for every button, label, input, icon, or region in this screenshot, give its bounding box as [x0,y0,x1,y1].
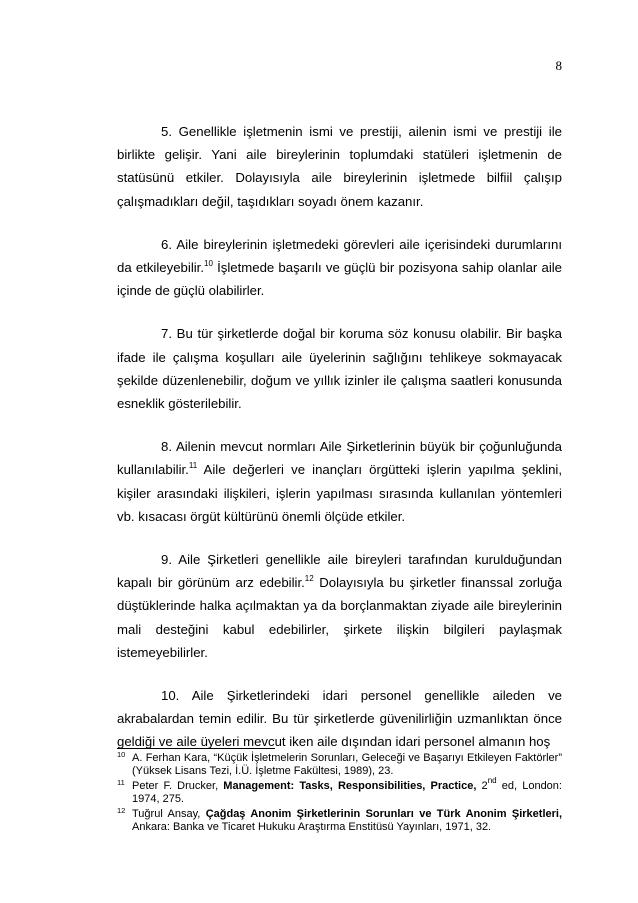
paragraph-text: 8. Ailenin mevcut normları Aile Şirketlerinin büyük bir çoğunluğunda kullanılabilir. [117,439,562,478]
footnote-reference[interactable]: 11 [188,461,198,471]
paragraph-text: Aile değerleri ve inançları örgütteki işlerin yapılma şeklini, kişiler arasındaki ilişkileri, işlerin yapılması sırasında kullanılan yöntemleri vb. kısacası örgüt kültürünü önemli ölçüde etkiler. [117,462,562,524]
footnote-mark: 12 [117,805,126,815]
footnote-text: A. Ferhan Kara, “Küçük İşletmelerin Sorunları, Geleceği ve Başarıyı Etkileyen Faktörler” (Yüksek Lisans Tezi, İ.Ü. İşletme Fakültesi, 1989), 23. [132,752,562,778]
footnote-author: Peter F. Drucker, [132,779,224,792]
footnote-separator [117,748,275,749]
footnote-10 [117,752,562,779]
paragraph-text: İşletmede başarılı ve güçlü bir pozisyona sahip olanlar aile içinde de güçlü olabilirler. [117,260,563,299]
footnote-publication: ed, London: 1974, 275. [132,779,562,806]
paragraph-6 [117,233,562,303]
paragraph-9 [117,548,562,664]
footnote-mark: 11 [117,777,125,787]
paragraph-7: 7. Bu tür şirketlerde doğal bir koruma söz konusu olabilir. Bir başka ifade ile çalışma koşulları aile üyelerinin sağlığını tehlikeye sokmayacak şekilde düzenlenebilir, doğum ve yıllık izinler ile çalışma saatleri konusunda esneklik gösterilebilir. [117,326,562,412]
footnote-publication: Ankara: Banka ve Ticaret Hukuku Araştırma Enstitüsü Yayınları, 1971, 32. [132,821,492,834]
footnote-book-title: Management: Tasks, Responsibilities, Practice, [223,779,477,792]
paragraph-text: Dolayısıyla bu şirketler finanssal zorluğa düştüklerinde halka açılmaktan ya da borçlanmaktan ziyade aile bireylerinin mali desteğini kabul edebilirler, şirkete ilişkin bilgileri paylaşmak istemeyebilirler. [117,575,562,660]
paragraph-5: 5. Genellikle işletmenin ismi ve prestiji, ailenin ismi ve prestiji ile birlikte gelişir. Yani aile bireylerinin toplumdaki statüleri işletmenin de statüsünü etkiler. Dolayısıyla aile bireylerinin işletmede bilfiil çalışıp çalışmadıkları değil, taşıdıkları soyadı önem kazanır. [117,124,562,209]
paragraph-text: 9. Aile Şirketleri genellikle aile bireyleri tarafından kurulduğundan kapalı bir görünüm arz edebilir. [117,552,562,591]
footnote-edition: 2 [476,779,488,792]
footnote-ordinal: nd [487,775,497,785]
body-text [117,120,562,774]
footnote-mark: 10 [117,750,126,759]
paragraph-10: 10. Aile Şirketlerindeki idari personel genellikle aileden ve akrabalardan temin edilir. Bu tür şirketlerde güvenilirliğin uzmanlıktan önce geldiği ve aile üyeleri mevcut iken aile dışından idari personel almanın hoş [117,688,562,750]
footnote-reference[interactable]: 12 [304,574,314,584]
footnote-reference[interactable]: 10 [204,259,213,269]
footnotes [117,752,562,835]
paragraph-text: 6. Aile bireylerinin işletmedeki görevleri aile içerisindeki durumlarını da etkileyebilir. [117,236,562,276]
footnote-book-title: Çağdaş Anonim Şirketlerinin Sorunları ve Türk Anonim Şirketleri, [205,807,563,820]
footnote-author: Tuğrul Ansay, [132,807,206,820]
footnote-11 [117,775,562,807]
footnote-12 [117,805,563,835]
paragraph-8 [117,435,562,528]
page-number: 8 [555,58,562,73]
